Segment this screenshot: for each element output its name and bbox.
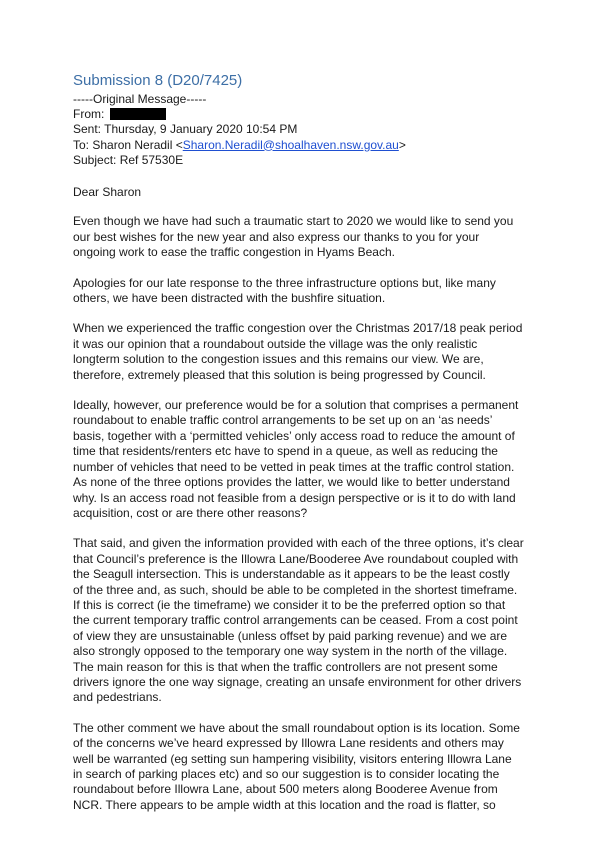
letter-body bbox=[73, 185, 559, 813]
to-prefix: To: Sharon Neradil < bbox=[73, 137, 183, 152]
greeting: Dear Sharon bbox=[73, 185, 142, 200]
paragraph-5: That said, and given the information provided with each of the three options, it’s clear that Council’s preference is the Illowra Lane/Booderee Ave roundabout coupled with the Seagull intersection. This is understandable as it appears to be the least costly of the three and, as such, should be able to be completed in the shortest timeframe. If this is correct (ie the timeframe) we consider it to be the preferred option so that the current temporary traffic control arrangements can be ceased. From a cost point of view they are unsustainable (unless offset by paid parking revenue) and we are also strongly opposed to the temporary one way system in the north of the village. The main reason for this is that when the traffic controllers are not present some drivers ignore the one way signage, creating an unsafe environment for other drivers and pedestrians. bbox=[73, 536, 524, 705]
from-label: From: bbox=[73, 107, 105, 122]
original-message-line: -----Original Message----- bbox=[73, 92, 207, 106]
paragraph-1: Even though we have had such a traumatic start to 2020 we would like to send you our best wishes for the new year and also express our thanks to you for your ongoing work to ease the traffic congestion in Hyams Beach. bbox=[73, 214, 514, 260]
submission-title: Submission 8 (D20/7425) bbox=[73, 72, 243, 89]
to-line bbox=[73, 138, 559, 153]
paragraph-3: When we experienced the traffic congestion over the Christmas 2017/18 peak period it was our opinion that a roundabout outside the village was the only realistic longterm solution to the congestion issues and this remains our view. We are, therefore, extremely pleased that this solution is being progressed by Council. bbox=[73, 321, 523, 382]
paragraph-6: The other comment we have about the small roundabout option is its location. Some of the concerns we’ve heard expressed by Illowra Lane residents and others may well be warranted (eg setting sun hampering visibility, visitors entering Illowra Lane in search of parking places etc) and so our suggestion is to consider locating the roundabout before Illowra Lane, about 500 meters along Booderee Avenue from NCR. There appears to be ample width at this location and the road is flatter, so bbox=[73, 720, 520, 812]
from-line bbox=[73, 107, 559, 122]
paragraph-2: Apologies for our late response to the three infrastructure options but, like many others, we have been distracted with the bushfire situation. bbox=[73, 275, 496, 306]
email-header bbox=[73, 92, 559, 168]
sent-line: Sent: Thursday, 9 January 2020 10:54 PM bbox=[73, 122, 298, 137]
to-suffix: > bbox=[398, 137, 406, 152]
redacted-sender-block bbox=[110, 108, 166, 120]
subject-line: Subject: Ref 57530E bbox=[73, 152, 184, 167]
recipient-email-link[interactable]: Sharon.Neradil@shoalhaven.nsw.gov.au bbox=[182, 137, 399, 152]
paragraph-4: Ideally, however, our preference would be for a solution that comprises a permanent roundabout to enable traffic control arrangements to be set up on an ‘as needs’ basis, together with a ‘permitted vehicles’ only access road to reduce the amount of time that residents/renters etc have to spend in a queue, as well as reducing the number of vehicles that need to be vetted in peak times at the traffic control station. As none of the three options provides the latter, we would like to better understand why. Is an access road not feasible from a design perspective or is it to do with land acquisition, cost or are there other reasons? bbox=[73, 398, 519, 520]
